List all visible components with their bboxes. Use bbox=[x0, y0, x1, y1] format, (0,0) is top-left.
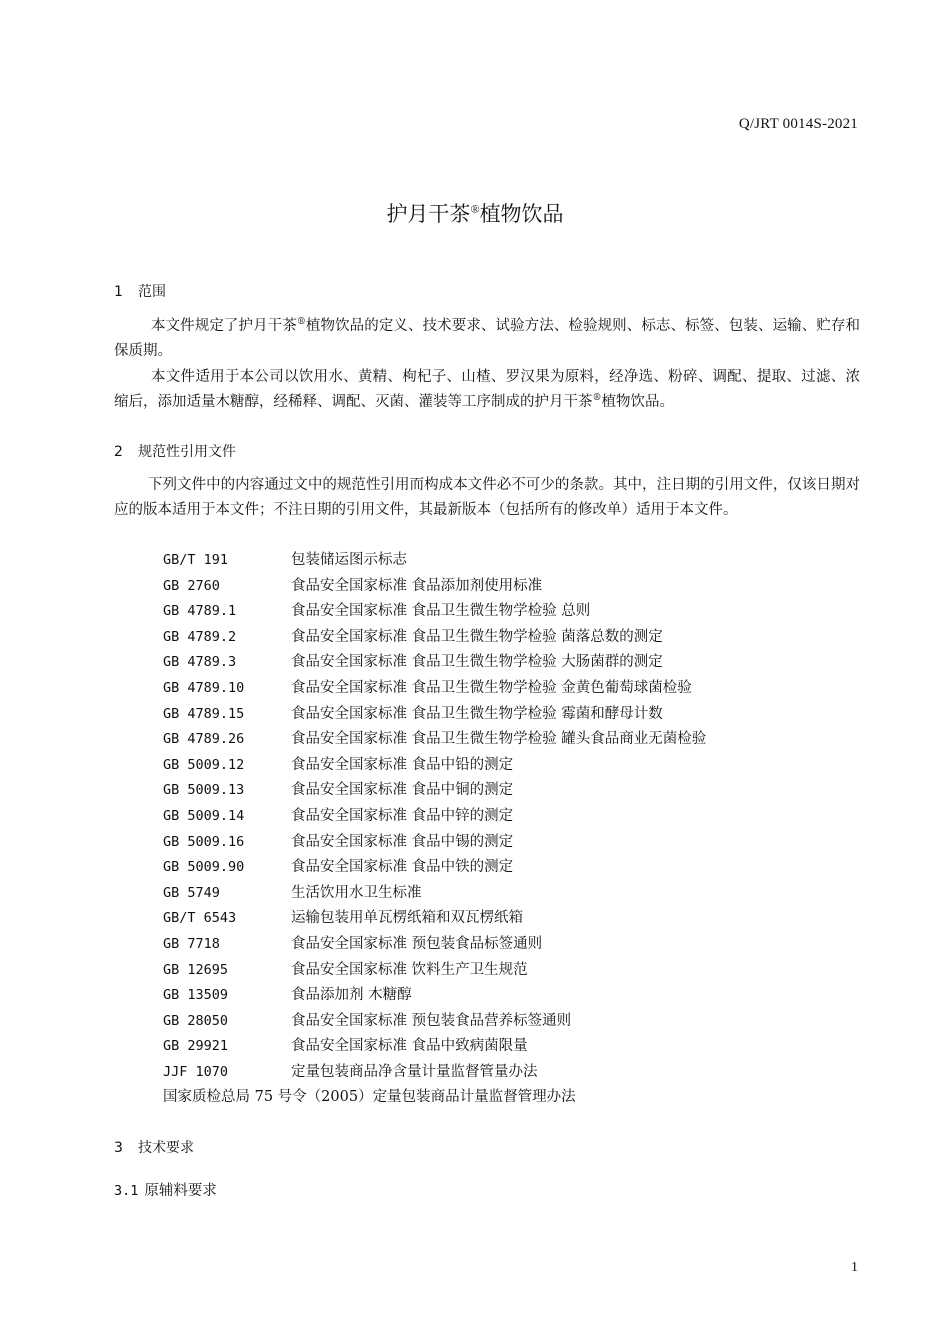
reference-item-decree: 国家质检总局 75 号令（2005）定量包装商品计量监督管理办法 bbox=[163, 1089, 576, 1106]
reference-item bbox=[163, 625, 706, 651]
reference-code: GB 4789.10 bbox=[163, 679, 245, 696]
section-heading-references bbox=[114, 441, 236, 461]
reference-item bbox=[163, 753, 706, 779]
scope-paragraph-1: 本文件规定了护月干茶®植物饮品的定义、技术要求、试验方法、检验规则、标志、标签、包装、运输、贮存和保质期。 bbox=[114, 317, 861, 359]
registered-mark: ® bbox=[296, 317, 306, 328]
reference-name: 食品安全国家标准 食品卫生微生物学检验 罐头食品商业无菌检验 bbox=[291, 731, 707, 748]
reference-name: 食品安全国家标准 食品卫生微生物学检验 大肠菌群的测定 bbox=[291, 654, 663, 671]
document-code: Q/JRT 0014S-2021 bbox=[738, 116, 858, 132]
registered-mark: ® bbox=[470, 202, 480, 216]
reference-name: 食品安全国家标准 食品卫生微生物学检验 菌落总数的测定 bbox=[291, 628, 663, 645]
reference-item bbox=[163, 727, 706, 753]
reference-code: GB 2760 bbox=[163, 577, 220, 594]
scope-paragraph-2: 本文件适用于本公司以饮用水、黄精、枸杞子、山楂、罗汉果为原料，经净选、粉碎、调配、提取、过滤、浓缩后，添加适量木糖醇，经稀释、调配、灭菌、灌装等工序制成的护月干茶®植物饮品。 bbox=[114, 369, 860, 410]
reference-name: 食品安全国家标准 食品卫生微生物学检验 总则 bbox=[291, 603, 591, 620]
reference-code: GB 13509 bbox=[163, 987, 229, 1004]
reference-item bbox=[163, 650, 706, 676]
reference-name: 食品安全国家标准 食品卫生微生物学检验 霉菌和酵母计数 bbox=[291, 705, 663, 722]
reference-item bbox=[163, 702, 706, 728]
reference-item bbox=[163, 1034, 706, 1060]
section-title: 规范性引用文件 bbox=[138, 444, 236, 460]
reference-item bbox=[163, 676, 706, 702]
reference-name: 包装储运图示标志 bbox=[291, 552, 407, 568]
reference-item bbox=[163, 855, 706, 881]
reference-item bbox=[163, 906, 706, 932]
reference-name: 食品安全国家标准 预包装食品营养标签通则 bbox=[291, 1012, 572, 1029]
reference-item bbox=[163, 932, 706, 958]
reference-code: GB 29921 bbox=[163, 1038, 229, 1055]
document-title bbox=[0, 198, 950, 228]
reference-code: GB 5749 bbox=[163, 884, 220, 901]
reference-code: GB 5009.16 bbox=[163, 833, 245, 850]
reference-name: 运输包装用单瓦楞纸箱和双瓦楞纸箱 bbox=[291, 910, 523, 927]
section-number: 1 bbox=[114, 284, 123, 300]
reference-code: GB 12695 bbox=[163, 961, 229, 978]
reference-name: 食品安全国家标准 食品中铅的测定 bbox=[291, 756, 514, 773]
reference-item bbox=[163, 1060, 706, 1086]
reference-item bbox=[163, 574, 706, 600]
reference-list bbox=[163, 548, 706, 1111]
section-number: 3 bbox=[114, 1140, 123, 1156]
reference-name: 食品安全国家标准 食品中致病菌限量 bbox=[291, 1038, 528, 1055]
reference-code: GB/T 6543 bbox=[163, 910, 237, 927]
reference-code: GB 5009.12 bbox=[163, 756, 245, 773]
reference-name: 食品添加剂 木糖醇 bbox=[291, 987, 412, 1004]
subsection-number: 3.1 bbox=[114, 1183, 139, 1199]
reference-code: GB 5009.90 bbox=[163, 859, 245, 876]
section-number: 2 bbox=[114, 444, 123, 460]
title-tail: 植物饮品 bbox=[479, 202, 564, 226]
section-title: 技术要求 bbox=[138, 1140, 194, 1156]
reference-name: 定量包装商品净含量计量监督管量办法 bbox=[291, 1063, 538, 1080]
registered-mark: ® bbox=[592, 393, 602, 404]
page-number: 1 bbox=[851, 1260, 858, 1275]
reference-code: GB 4789.15 bbox=[163, 705, 245, 722]
reference-code: GB 4789.26 bbox=[163, 731, 245, 748]
title-main: 护月干茶 bbox=[386, 202, 471, 226]
reference-item bbox=[163, 1009, 706, 1035]
reference-code: GB 4789.3 bbox=[163, 654, 237, 671]
reference-item bbox=[163, 958, 706, 984]
subsection-heading-materials bbox=[114, 1179, 217, 1200]
reference-code: GB/T 191 bbox=[163, 552, 229, 568]
reference-name: 食品安全国家标准 预包装食品标签通则 bbox=[291, 935, 543, 952]
reference-item bbox=[163, 804, 706, 830]
reference-name: 食品安全国家标准 食品添加剂使用标准 bbox=[291, 577, 543, 594]
references-intro: 下列文件中的内容通过文中的规范性引用而构成本文件必不可少的条款。其中，注日期的引用文件，仅该日期对应的版本适用于本文件；不注日期的引用文件，其最新版本（包括所有的修改单）适用于本文件。 bbox=[114, 477, 860, 518]
reference-code: GB 5009.13 bbox=[163, 782, 245, 799]
reference-name: 食品安全国家标准 饮料生产卫生规范 bbox=[291, 961, 528, 978]
reference-item bbox=[163, 881, 706, 907]
reference-item bbox=[163, 548, 706, 574]
reference-item bbox=[163, 778, 706, 804]
reference-code: GB 4789.2 bbox=[163, 628, 237, 645]
reference-item bbox=[163, 983, 706, 1009]
reference-code: GB 5009.14 bbox=[163, 807, 245, 824]
section-title: 范围 bbox=[138, 284, 166, 300]
reference-code: GB 4789.1 bbox=[163, 603, 237, 620]
reference-name: 食品安全国家标准 食品中铜的测定 bbox=[291, 782, 514, 799]
reference-item bbox=[163, 830, 706, 856]
section-heading-tech bbox=[114, 1137, 194, 1157]
reference-name: 食品安全国家标准 食品中锡的测定 bbox=[291, 833, 514, 850]
reference-name: 食品安全国家标准 食品中锌的测定 bbox=[291, 807, 514, 824]
subsection-title: 原辅料要求 bbox=[144, 1183, 217, 1199]
reference-name: 生活饮用水卫生标准 bbox=[291, 884, 422, 901]
reference-code: GB 7718 bbox=[163, 935, 220, 952]
section-heading-scope bbox=[114, 281, 166, 301]
reference-code: GB 28050 bbox=[163, 1012, 229, 1029]
reference-code: JJF 1070 bbox=[163, 1063, 229, 1080]
reference-item bbox=[163, 599, 706, 625]
reference-name: 食品安全国家标准 食品卫生微生物学检验 金黄色葡萄球菌检验 bbox=[291, 679, 692, 696]
reference-name: 食品安全国家标准 食品中铁的测定 bbox=[291, 859, 514, 876]
